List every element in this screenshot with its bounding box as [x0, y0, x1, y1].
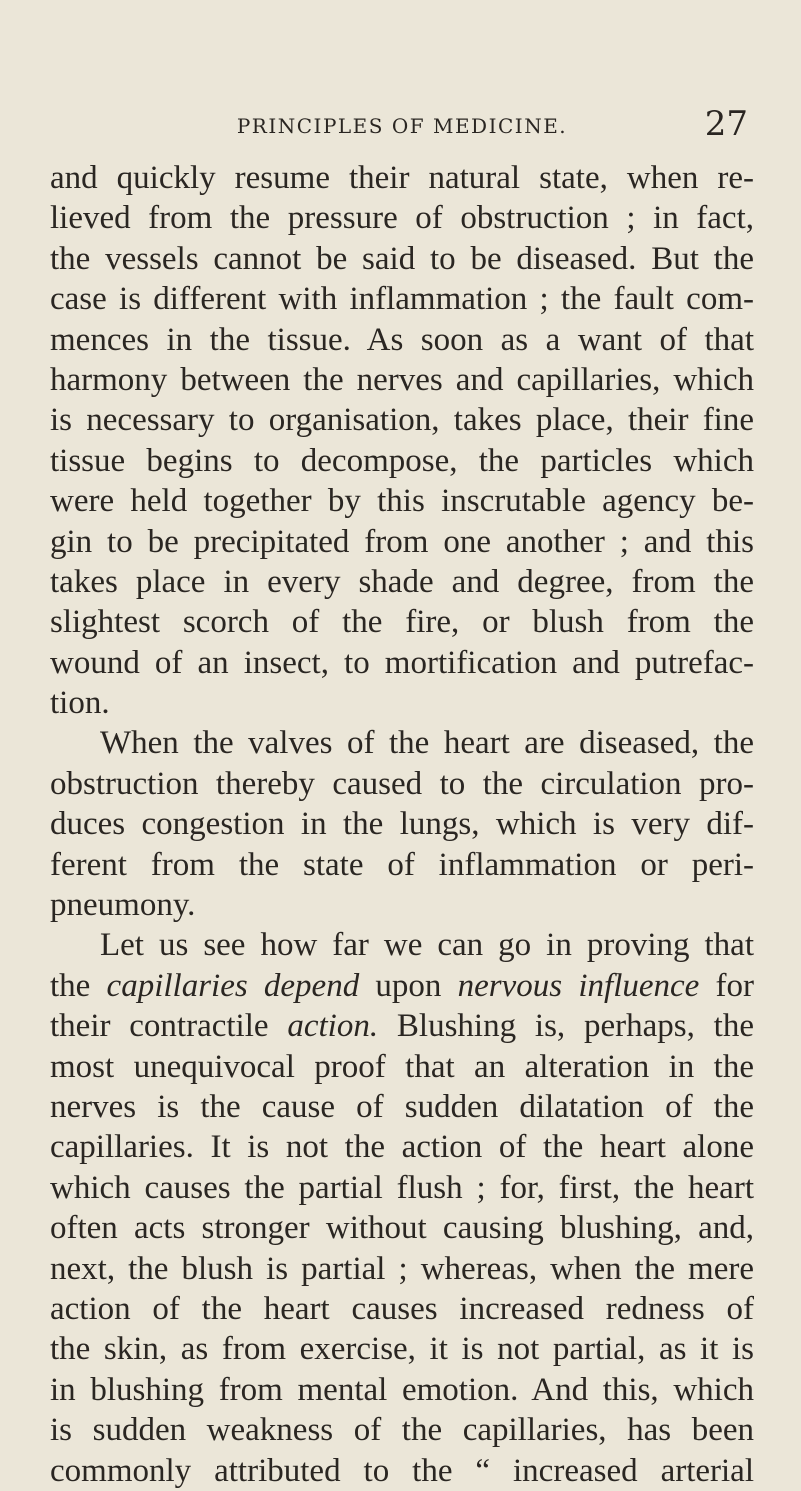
- text-run: the: [50, 967, 107, 1004]
- text-line: and quickly resume their natural state, when re-: [50, 160, 754, 196]
- text-line: capillaries. It is not the action of the heart alone: [50, 1129, 754, 1166]
- text-line: often acts stronger without causing blushing, and,: [50, 1210, 754, 1247]
- text-run: their contractile: [50, 1008, 288, 1045]
- text-run: for: [699, 967, 755, 1004]
- paragraph-2: [50, 723, 754, 925]
- text-line: obstruction thereby caused to the circulation pro-: [50, 765, 754, 802]
- italic-run: nervous influence: [457, 967, 700, 1004]
- text-run: Let us see how far we can go in proving that: [100, 927, 754, 964]
- page-number: 27: [704, 104, 748, 144]
- text-run: Blushing is, perhaps, the: [378, 1008, 754, 1045]
- body-text: [50, 158, 754, 1491]
- text-line: in blushing from mental emotion. And this, which: [50, 1371, 754, 1408]
- text-line: commonly attributed to the “ increased arterial: [50, 1452, 754, 1489]
- text-line: wound of an insect, to mortification and putrefac-: [50, 644, 754, 681]
- text-line: slightest scorch of the fire, or blush from the: [50, 604, 754, 641]
- text-line: [50, 1006, 754, 1046]
- text-line: [50, 925, 754, 965]
- text-line: action of the heart causes increased redness of: [50, 1290, 754, 1327]
- text-line: gin to be precipitated from one another ; and this: [50, 523, 754, 560]
- text-run: upon: [359, 967, 458, 1004]
- text-line: tion.: [50, 685, 110, 722]
- text-line: case is different with inflammation ; the fault com-: [50, 281, 754, 318]
- text-line: duces congestion in the lungs, which is very dif-: [50, 806, 754, 843]
- running-title: PRINCIPLES OF MEDICINE.: [236, 114, 568, 138]
- italic-run: capillaries depend: [106, 967, 360, 1004]
- text-line: tissue begins to decompose, the particles which: [50, 442, 754, 479]
- text-line: When the valves of the heart are diseased, the: [100, 725, 754, 762]
- text-line: nerves is the cause of sudden dilatation of the: [50, 1088, 754, 1125]
- text-line: is necessary to organisation, takes place, their fine: [50, 402, 754, 439]
- text-line: the skin, as from exercise, it is not partial, as it is: [50, 1331, 754, 1368]
- text-line: lieved from the pressure of obstruction ; in fact,: [50, 200, 754, 237]
- text-line: most unequivocal proof that an alteration in the: [50, 1048, 754, 1085]
- text-line: [50, 966, 754, 1006]
- text-line: ferent from the state of inflammation or peri-: [50, 846, 754, 883]
- text-line: were held together by this inscrutable agency be-: [50, 483, 754, 520]
- text-line: is sudden weakness of the capillaries, has been: [50, 1412, 754, 1449]
- text-line: next, the blush is partial ; whereas, when the mere: [50, 1250, 754, 1287]
- text-line: mences in the tissue. As soon as a want of that: [50, 321, 754, 358]
- text-line: takes place in every shade and degree, from the: [50, 563, 754, 600]
- text-line: pneumony.: [50, 887, 196, 924]
- italic-run: action.: [287, 1008, 379, 1045]
- text-line: harmony between the nerves and capillaries, which: [50, 361, 754, 398]
- paragraph-3: [50, 925, 754, 1490]
- paragraph-1: [50, 158, 754, 723]
- running-head: [50, 104, 754, 144]
- text-line: the vessels cannot be said to be diseased. But the: [50, 240, 754, 277]
- text-line: which causes the partial flush ; for, first, the heart: [50, 1169, 754, 1206]
